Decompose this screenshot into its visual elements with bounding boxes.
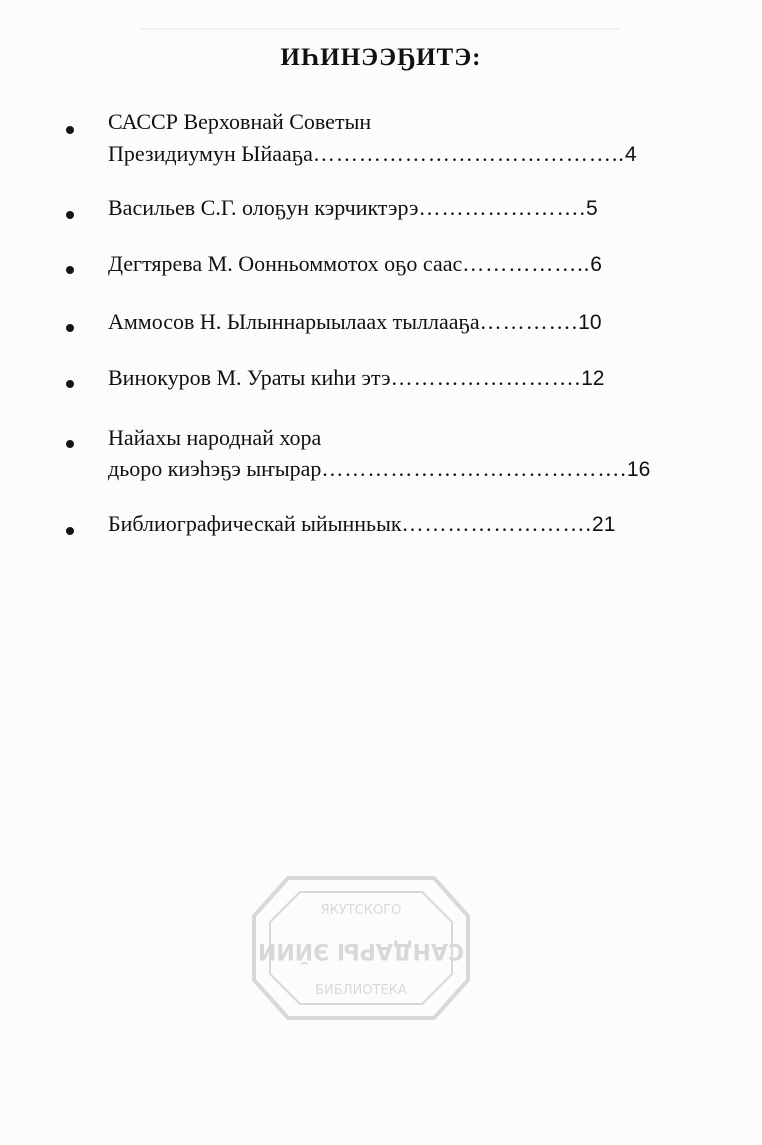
toc-leader: ………………………………….	[321, 456, 627, 481]
toc-page-number: 12	[581, 367, 605, 390]
toc-leader: …………………………………..	[312, 141, 625, 166]
toc-entry-title-text: Васильев С.Г. олоҕун кэрчиктэрэ	[108, 195, 419, 220]
stamp-text-top: ЯКУТСКОГО	[320, 903, 402, 918]
toc-entry-title-line	[108, 455, 650, 484]
toc-entry-title-line	[108, 194, 598, 223]
toc-page-number: 10	[578, 311, 602, 334]
toc-leader: …………………….	[401, 511, 593, 536]
toc-page-number: 4	[624, 143, 637, 166]
toc-page-number: 6	[590, 253, 602, 276]
toc-page-number: 21	[592, 513, 616, 536]
bullet-icon	[66, 527, 78, 539]
bullet-icon	[66, 380, 78, 392]
toc-entry-title-line: Найахы народнай хора	[108, 425, 322, 450]
toc-entry-title-line	[108, 510, 615, 539]
bullet-icon	[66, 440, 78, 452]
toc-entry-title-text: Дегтярева М. Оонньоммотох оҕо саас	[108, 251, 463, 276]
bullet-icon	[66, 266, 78, 278]
toc-leader: ……………..	[462, 251, 591, 276]
toc-entry-title-text: дьоро киэһэҕэ ыҥырар	[108, 456, 322, 481]
toc-entry-title-line	[108, 364, 604, 393]
toc-page-number: 5	[585, 197, 598, 220]
toc-entry-title-text: Аммосов Н. Ылыннарыылаах тыллааҕа	[108, 309, 480, 334]
toc-leader: ………………….	[418, 195, 586, 220]
stamp-text-bottom: БИБЛИОТЕКА	[315, 983, 407, 998]
toc-entry-title-line	[108, 308, 602, 337]
toc-entry-title-line	[108, 140, 637, 169]
toc-page-number: 16	[626, 458, 651, 481]
stamp-text-middle: САНДАРЫ ЭЙИИ	[257, 938, 465, 963]
library-stamp-icon	[248, 868, 474, 1028]
toc-leader: …………………….	[390, 365, 582, 390]
toc-leader: ………….	[479, 309, 579, 334]
toc-title: ИҺИНЭЭҔИТЭ:	[280, 44, 482, 71]
toc-entry-title-text: Винокуров М. Ураты киһи этэ	[108, 365, 391, 390]
bleed-through	[140, 10, 620, 30]
bullet-icon	[66, 324, 78, 336]
toc-entry-title-line	[108, 250, 602, 279]
toc-entry-title-text: Президиумун Ыйааҕа	[108, 141, 313, 166]
bullet-icon	[66, 126, 78, 138]
bullet-icon	[66, 211, 78, 223]
toc-entry-title-text: Библиографическай ыйынньык	[108, 511, 402, 536]
toc-entry-title-line: САССР Верховнай Советын	[108, 109, 372, 134]
